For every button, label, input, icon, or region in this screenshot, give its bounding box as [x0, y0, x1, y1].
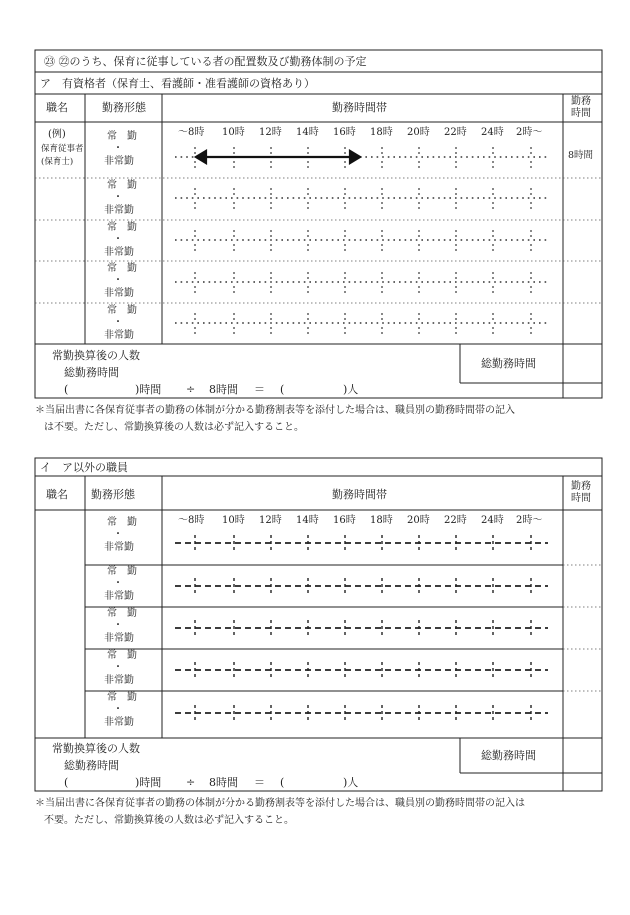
section2-subtitle: イ ア以外の職員	[40, 461, 128, 474]
timeline-tick-dot	[270, 291, 272, 293]
timeline-tick-dot	[455, 202, 457, 204]
timeline-tick-dot	[492, 235, 494, 237]
section1-timelines	[175, 147, 548, 334]
s2-formula-persons: )人	[343, 776, 359, 789]
s2-footer-label2: 総勤務時間	[64, 759, 119, 772]
form-separator: ・	[113, 275, 123, 286]
timeline-tick-dot	[530, 235, 532, 237]
timeline-tick-dot	[455, 207, 457, 209]
timeline-tick-dot	[194, 193, 196, 195]
time-label: 22時	[444, 127, 467, 138]
timeline-tick-dot	[530, 286, 532, 288]
s1-footer-label2: 総勤務時間	[64, 366, 119, 379]
timeline-tick-dot	[194, 318, 196, 320]
form-full-time: 常 勤	[107, 180, 137, 191]
timeline-tick-dot	[344, 318, 346, 320]
s1-formula-open: (	[64, 383, 69, 396]
timeline-tick-dot	[307, 188, 309, 190]
s2-header-hours: 勤務時間	[571, 481, 591, 504]
timeline-tick-dot	[381, 332, 383, 334]
section1-subtitle: ア 有資格者（保育士、看護師・准看護師の資格あり）	[40, 77, 315, 90]
timeline-tick-dot	[455, 286, 457, 288]
timeline-tick-dot	[233, 249, 235, 251]
time-label: 10時	[222, 127, 245, 138]
s2-note-1: ＊当届出書に各保育従事者の勤務の体制が分かる勤務割表等を添付した場合は、職員別の勤務時間帯の記入は	[35, 798, 525, 809]
timeline-tick-dot	[194, 249, 196, 251]
timeline-tick-dot	[492, 207, 494, 209]
timeline-tick-dot	[381, 161, 383, 163]
timeline-tick-dot	[418, 249, 420, 251]
timeline-tick-dot	[418, 313, 420, 315]
timeline-tick-dot	[344, 291, 346, 293]
s2-header-form: 勤務形態	[91, 488, 135, 501]
timeline-tick-dot	[344, 147, 346, 149]
timeline-tick-dot	[344, 244, 346, 246]
timeline-tick-dot	[418, 235, 420, 237]
time-label: 16時	[333, 515, 356, 526]
timeline-tick-dot	[270, 230, 272, 232]
timeline-tick-dot	[194, 188, 196, 190]
timeline-tick-dot	[344, 166, 346, 168]
time-label: 20時	[407, 127, 430, 138]
timeline-tick-dot	[270, 318, 272, 320]
timeline-tick-dot	[455, 166, 457, 168]
timeline-tick-dot	[307, 332, 309, 334]
timeline-tick-dot	[233, 286, 235, 288]
timeline-tick-dot	[418, 193, 420, 195]
s1-formula-time: )時間	[135, 383, 162, 396]
timeline-tick-dot	[194, 291, 196, 293]
time-label: 16時	[333, 127, 356, 138]
timeline-tick-dot	[344, 332, 346, 334]
timeline-tick-dot	[530, 193, 532, 195]
timeline-tick-dot	[233, 230, 235, 232]
timeline-tick-dot	[381, 235, 383, 237]
timeline-tick-dot	[492, 147, 494, 149]
time-label: 2時～	[516, 127, 543, 138]
form-part-time: 非常勤	[104, 542, 134, 553]
timeline-tick-dot	[307, 147, 309, 149]
timeline-tick-dot	[344, 152, 346, 154]
timeline-tick-dot	[492, 327, 494, 329]
timeline-tick-dot	[307, 193, 309, 195]
s2-formula-open2: (	[280, 776, 285, 789]
timeline-tick-dot	[418, 291, 420, 293]
s1-formula-persons: )人	[343, 383, 359, 396]
timeline-tick-dot	[307, 230, 309, 232]
timeline-tick-dot	[455, 327, 457, 329]
time-label: 24時	[481, 127, 504, 138]
timeline-tick-dot	[270, 277, 272, 279]
timeline-tick-dot	[492, 313, 494, 315]
timeline-tick-dot	[270, 193, 272, 195]
timeline-tick-dot	[418, 161, 420, 163]
timeline-tick-dot	[530, 272, 532, 274]
timeline-tick-dot	[455, 188, 457, 190]
timeline-tick-dot	[344, 313, 346, 315]
timeline-tick-dot	[530, 188, 532, 190]
timeline-tick-dot	[270, 166, 272, 168]
example-arrow	[196, 151, 360, 163]
timeline-tick-dot	[418, 147, 420, 149]
timeline-tick-dot	[307, 207, 309, 209]
timeline-tick-dot	[194, 202, 196, 204]
timeline-tick-dot	[492, 161, 494, 163]
s1-formula-div: ÷	[186, 383, 196, 396]
timeline-tick-dot	[307, 202, 309, 204]
timeline-tick-dot	[233, 244, 235, 246]
s1-formula-eight: 8時間	[209, 383, 238, 396]
s1-note-2: は不要。ただし、常勤換算後の人数は必ず記入すること。	[44, 422, 304, 433]
timeline-tick-dot	[344, 272, 346, 274]
form-full-time: 常 勤	[107, 692, 137, 703]
form-part-time: 非常勤	[104, 633, 134, 644]
timeline-tick-dot	[455, 249, 457, 251]
timeline-tick-dot	[307, 313, 309, 315]
form-part-time: 非常勤	[104, 330, 134, 341]
s1-footer-label1: 常勤換算後の人数	[52, 349, 140, 362]
timeline-tick-dot	[530, 166, 532, 168]
timeline-tick-dot	[455, 291, 457, 293]
timeline-tick-dot	[418, 207, 420, 209]
timeline-tick-dot	[455, 193, 457, 195]
time-label: ～8時	[178, 515, 205, 526]
form-full-time: 常 勤	[107, 517, 137, 528]
timeline-tick-dot	[381, 244, 383, 246]
timeline-tick-dot	[530, 332, 532, 334]
section1-title: ㉓ ㉒のうち、保育に従事している者の配置数及び勤務体制の予定	[44, 55, 367, 68]
timeline-tick-dot	[344, 207, 346, 209]
s2-formula-time: )時間	[135, 776, 162, 789]
form-full-time: 常 勤	[107, 566, 137, 577]
timeline-tick-dot	[270, 313, 272, 315]
s2-total-hours-label: 総勤務時間	[481, 749, 536, 762]
timeline-tick-dot	[194, 332, 196, 334]
s1-formula-open2: (	[280, 383, 285, 396]
time-label: 2時～	[516, 515, 543, 526]
timeline-tick-dot	[492, 277, 494, 279]
timeline-tick-dot	[455, 313, 457, 315]
timeline-tick-dot	[194, 313, 196, 315]
timeline-tick-dot	[194, 244, 196, 246]
timeline-tick-dot	[455, 147, 457, 149]
form-separator: ・	[113, 662, 123, 673]
timeline-tick-dot	[418, 318, 420, 320]
timeline-tick-dot	[194, 235, 196, 237]
timeline-tick-dot	[381, 207, 383, 209]
time-label: 18時	[370, 127, 393, 138]
timeline-tick-dot	[307, 277, 309, 279]
section2-timelines	[175, 535, 548, 721]
timeline-tick-dot	[307, 291, 309, 293]
form-separator: ・	[113, 317, 123, 328]
header-form: 勤務形態	[102, 101, 146, 114]
timeline-tick-dot	[381, 313, 383, 315]
timeline-tick-dot	[194, 230, 196, 232]
timeline-tick-dot	[492, 272, 494, 274]
timeline-tick-dot	[344, 327, 346, 329]
timeline-tick-dot	[233, 272, 235, 274]
time-label: 18時	[370, 515, 393, 526]
timeline-tick-dot	[418, 152, 420, 154]
timeline-tick-dot	[307, 152, 309, 154]
timeline-tick-dot	[194, 272, 196, 274]
example-role-2: (保育士)	[41, 157, 74, 167]
timeline-tick-dot	[530, 147, 532, 149]
timeline-tick-dot	[270, 244, 272, 246]
timeline-tick-dot	[233, 166, 235, 168]
timeline-tick-dot	[455, 161, 457, 163]
timeline-tick-dot	[418, 332, 420, 334]
timeline-tick-dot	[381, 166, 383, 168]
timeline-tick-dot	[270, 272, 272, 274]
timeline-tick-dot	[344, 286, 346, 288]
timeline-tick-dot	[233, 202, 235, 204]
timeline-tick-dot	[381, 230, 383, 232]
timeline-tick-dot	[381, 318, 383, 320]
timeline-tick-dot	[307, 249, 309, 251]
s2-formula-open: (	[64, 776, 69, 789]
s1-total-hours-label: 総勤務時間	[481, 357, 536, 370]
form-part-time: 非常勤	[104, 205, 134, 216]
timeline-tick-dot	[344, 230, 346, 232]
timeline-tick-dot	[270, 207, 272, 209]
timeline-tick-dot	[492, 244, 494, 246]
timeline-tick-dot	[233, 152, 235, 154]
timeline-tick-dot	[530, 318, 532, 320]
time-label: 22時	[444, 515, 467, 526]
s2-formula-eight: 8時間	[209, 776, 238, 789]
time-label: 24時	[481, 515, 504, 526]
timeline-tick-dot	[233, 188, 235, 190]
timeline-tick-dot	[381, 202, 383, 204]
timeline-tick-dot	[381, 327, 383, 329]
timeline-tick-dot	[233, 147, 235, 149]
timeline-tick-dot	[233, 207, 235, 209]
time-label: 10時	[222, 515, 245, 526]
time-label: 12時	[259, 127, 282, 138]
timeline-tick-dot	[492, 318, 494, 320]
timeline-tick-dot	[307, 272, 309, 274]
time-label: 20時	[407, 515, 430, 526]
timeline-tick-dot	[381, 193, 383, 195]
s2-formula-div: ÷	[186, 776, 196, 789]
form-full-time: 常 勤	[107, 131, 137, 142]
timeline-tick-dot	[344, 161, 346, 163]
timeline-tick-dot	[307, 318, 309, 320]
timeline-tick-dot	[530, 202, 532, 204]
timeline-tick-dot	[492, 249, 494, 251]
s2-note-2: 不要。ただし、常勤換算後の人数は必ず記入すること。	[44, 815, 294, 826]
timeline-tick-dot	[194, 277, 196, 279]
timeline-tick-dot	[233, 291, 235, 293]
time-label: 12時	[259, 515, 282, 526]
timeline-tick-dot	[455, 277, 457, 279]
timeline-tick-dot	[307, 161, 309, 163]
timeline-tick-dot	[270, 286, 272, 288]
timeline-tick-dot	[455, 272, 457, 274]
timeline-tick-dot	[455, 332, 457, 334]
timeline-tick-dot	[270, 235, 272, 237]
form-part-time: 非常勤	[104, 675, 134, 686]
header-hours: 勤務時間	[571, 96, 591, 119]
timeline-tick-dot	[530, 291, 532, 293]
form-separator: ・	[113, 529, 123, 540]
timeline-tick-dot	[194, 207, 196, 209]
timeline-tick-dot	[530, 313, 532, 315]
header-band: 勤務時間帯	[332, 101, 387, 114]
timeline-tick-dot	[270, 202, 272, 204]
timeline-tick-dot	[418, 244, 420, 246]
timeline-tick-dot	[270, 147, 272, 149]
form-separator: ・	[113, 704, 123, 715]
timeline-tick-dot	[307, 327, 309, 329]
timeline-tick-dot	[418, 202, 420, 204]
form-separator: ・	[113, 192, 123, 203]
form-separator: ・	[113, 234, 123, 245]
form-separator: ・	[113, 143, 123, 154]
s1-note-1: ＊当届出書に各保育従事者の勤務の体制が分かる勤務割表等を添付した場合は、職員別の勤務時間帯の記入	[35, 405, 515, 416]
timeline-tick-dot	[530, 207, 532, 209]
timeline-tick-dot	[344, 188, 346, 190]
form-full-time: 常 勤	[107, 608, 137, 619]
timeline-tick-dot	[233, 332, 235, 334]
timeline-tick-dot	[270, 249, 272, 251]
timeline-tick-dot	[530, 230, 532, 232]
timeline-tick-dot	[194, 166, 196, 168]
timeline-tick-dot	[418, 188, 420, 190]
timeline-tick-dot	[233, 318, 235, 320]
timeline-tick-dot	[344, 235, 346, 237]
timeline-tick-dot	[307, 286, 309, 288]
timeline-tick-dot	[233, 327, 235, 329]
timeline-tick-dot	[530, 327, 532, 329]
timeline-tick-dot	[270, 188, 272, 190]
timeline-tick-dot	[270, 327, 272, 329]
timeline-tick-dot	[307, 244, 309, 246]
timeline-tick-dot	[418, 230, 420, 232]
time-label: ～8時	[178, 127, 205, 138]
timeline-tick-dot	[381, 277, 383, 279]
form-part-time: 非常勤	[104, 156, 134, 167]
example-role-1: 保育従事者	[41, 144, 84, 154]
timeline-tick-dot	[270, 161, 272, 163]
timeline-tick-dot	[492, 188, 494, 190]
timeline-tick-dot	[381, 188, 383, 190]
timeline-tick-dot	[381, 152, 383, 154]
form-full-time: 常 勤	[107, 305, 137, 316]
timeline-tick-dot	[194, 327, 196, 329]
timeline-tick-dot	[492, 193, 494, 195]
timeline-tick-dot	[455, 244, 457, 246]
timeline-tick-dot	[418, 327, 420, 329]
form-full-time: 常 勤	[107, 222, 137, 233]
timeline-tick-dot	[492, 291, 494, 293]
timeline-tick-dot	[194, 286, 196, 288]
form-separator: ・	[113, 578, 123, 589]
timeline-tick-dot	[233, 235, 235, 237]
timeline-tick-dot	[381, 272, 383, 274]
timeline-tick-dot	[492, 152, 494, 154]
form-part-time: 非常勤	[104, 288, 134, 299]
timeline-tick-dot	[344, 277, 346, 279]
timeline-tick-dot	[455, 235, 457, 237]
s2-header-band: 勤務時間帯	[332, 488, 387, 501]
form-part-time: 非常勤	[104, 591, 134, 602]
timeline-tick-dot	[270, 332, 272, 334]
timeline-tick-dot	[530, 249, 532, 251]
timeline-tick-dot	[344, 202, 346, 204]
time-label: 14時	[296, 515, 319, 526]
timeline-tick-dot	[530, 152, 532, 154]
timeline-tick-dot	[418, 166, 420, 168]
timeline-tick-dot	[530, 277, 532, 279]
timeline-tick-dot	[492, 332, 494, 334]
timeline-tick-dot	[344, 249, 346, 251]
timeline-tick-dot	[307, 235, 309, 237]
form-full-time: 常 勤	[107, 650, 137, 661]
form-part-time: 非常勤	[104, 717, 134, 728]
form-separator: ・	[113, 620, 123, 631]
timeline-tick-dot	[194, 152, 196, 154]
timeline-tick-dot	[233, 313, 235, 315]
timeline-tick-dot	[455, 152, 457, 154]
timeline-tick-dot	[455, 230, 457, 232]
example-label: (例)	[48, 129, 66, 140]
timeline-tick-dot	[492, 202, 494, 204]
s1-formula-eq: ＝	[254, 383, 265, 396]
timeline-tick-dot	[194, 147, 196, 149]
timeline-tick-dot	[307, 166, 309, 168]
timeline-tick-dot	[233, 277, 235, 279]
timeline-tick-dot	[381, 286, 383, 288]
timeline-tick-dot	[492, 166, 494, 168]
s2-footer-label1: 常勤換算後の人数	[52, 742, 140, 755]
timeline-tick-dot	[418, 286, 420, 288]
timeline-tick-dot	[233, 161, 235, 163]
header-role: 職名	[46, 101, 68, 114]
timeline-tick-dot	[492, 230, 494, 232]
s2-formula-eq: ＝	[254, 776, 265, 789]
timeline-tick-dot	[233, 193, 235, 195]
timeline-tick-dot	[530, 161, 532, 163]
time-label: 14時	[296, 127, 319, 138]
timeline-tick-dot	[270, 152, 272, 154]
s2-header-role: 職名	[46, 488, 68, 501]
timeline-tick-dot	[492, 286, 494, 288]
timeline-tick-dot	[344, 193, 346, 195]
timeline-tick-dot	[455, 318, 457, 320]
timeline-tick-dot	[381, 249, 383, 251]
timeline-tick-dot	[418, 272, 420, 274]
timeline-tick-dot	[530, 244, 532, 246]
timeline-tick-dot	[194, 161, 196, 163]
timeline-tick-dot	[381, 147, 383, 149]
timeline-tick-dot	[418, 277, 420, 279]
example-hours: 8時間	[568, 150, 594, 161]
timeline-tick-dot	[381, 291, 383, 293]
form-full-time: 常 勤	[107, 263, 137, 274]
form-part-time: 非常勤	[104, 247, 134, 258]
